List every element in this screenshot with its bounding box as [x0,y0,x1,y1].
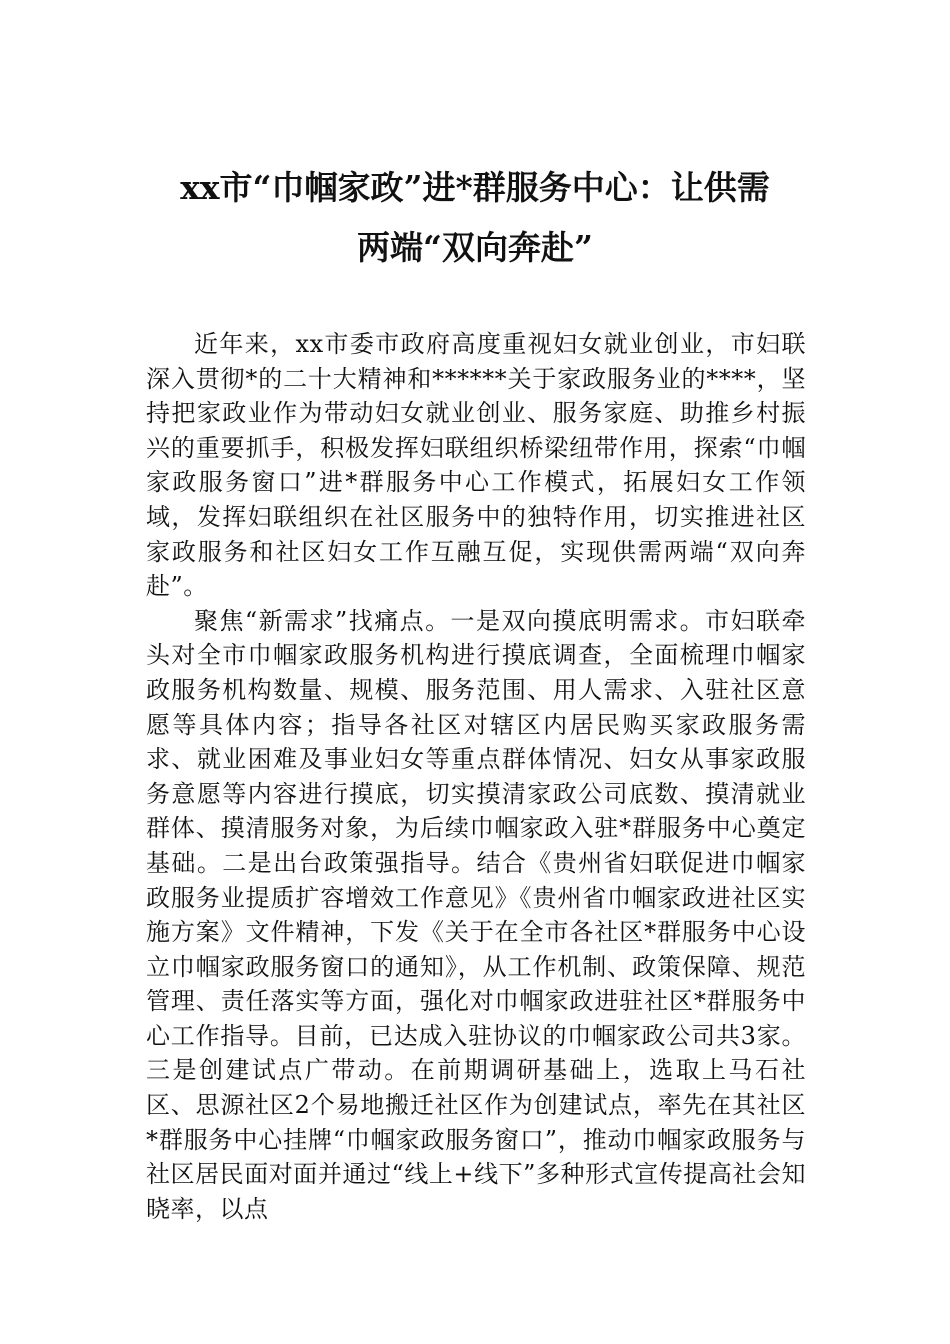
paragraph-needs: 聚焦“新需求”找痛点。一是双向摸底明需求。市妇联牵头对全市巾帼家政服务机构进行摸底调查，全面梳理巾帼家政服务机构数量、规模、服务范围、用人需求、入驻社区意愿等具体内容；指导各社区对辖区内居民购买家政服务需求、就业困难及事业妇女等重点群体情况、妇女从事家政服务意愿等内容进行摸底，切实摸清家政公司底数、摸清就业群体、摸清服务对象，为后续巾帼家政入驻*群服务中心奠定基础。二是出台政策强指导。结合《贵州省妇联促进巾帼家政服务业提质扩容增效工作意见》《贵州省巾帼家政进社区实施方案》文件精神，下发《关于在全市各社区*群服务中心设立巾帼家政服务窗口的通知》，从工作机制、政策保障、规范管理、责任落实等方面，强化对巾帼家政进驻社区*群服务中心工作指导。目前，已达成入驻协议的巾帼家政公司共3家。三是创建试点广带动。在前期调研基础上，选取上马石社区、思源社区2个易地搬迁社区作为创建试点，率先在其社区*群服务中心挂牌“巾帼家政服务窗口”，推动巾帼家政服务与社区居民面对面并通过“线上+线下”多种形式宣传提高社会知晓率，以点 [146,606,806,1223]
document-body [146,327,806,1226]
paragraph-intro: 近年来，xx市委市政府高度重视妇女就业创业，市妇联深入贯彻*的二十大精神和******关于家政服务业的****，坚持把家政业作为带动妇女就业创业、服务家庭、助推乡村振兴的重要抓手，积极发挥妇联组织桥梁纽带作用，探索“巾帼家政服务窗口”进*群服务中心工作模式，拓展妇女工作领域，发挥妇联组织在社区服务中的独特作用，切实推进社区家政服务和社区妇女工作互融互促，实现供需两端“双向奔赴”。 [146,330,806,601]
title-line-1: xx市“巾帼家政”进*群服务中心：让供需 [180,168,770,207]
document-title [120,158,830,278]
title-line-2: 两端“双向奔赴” [357,228,593,267]
